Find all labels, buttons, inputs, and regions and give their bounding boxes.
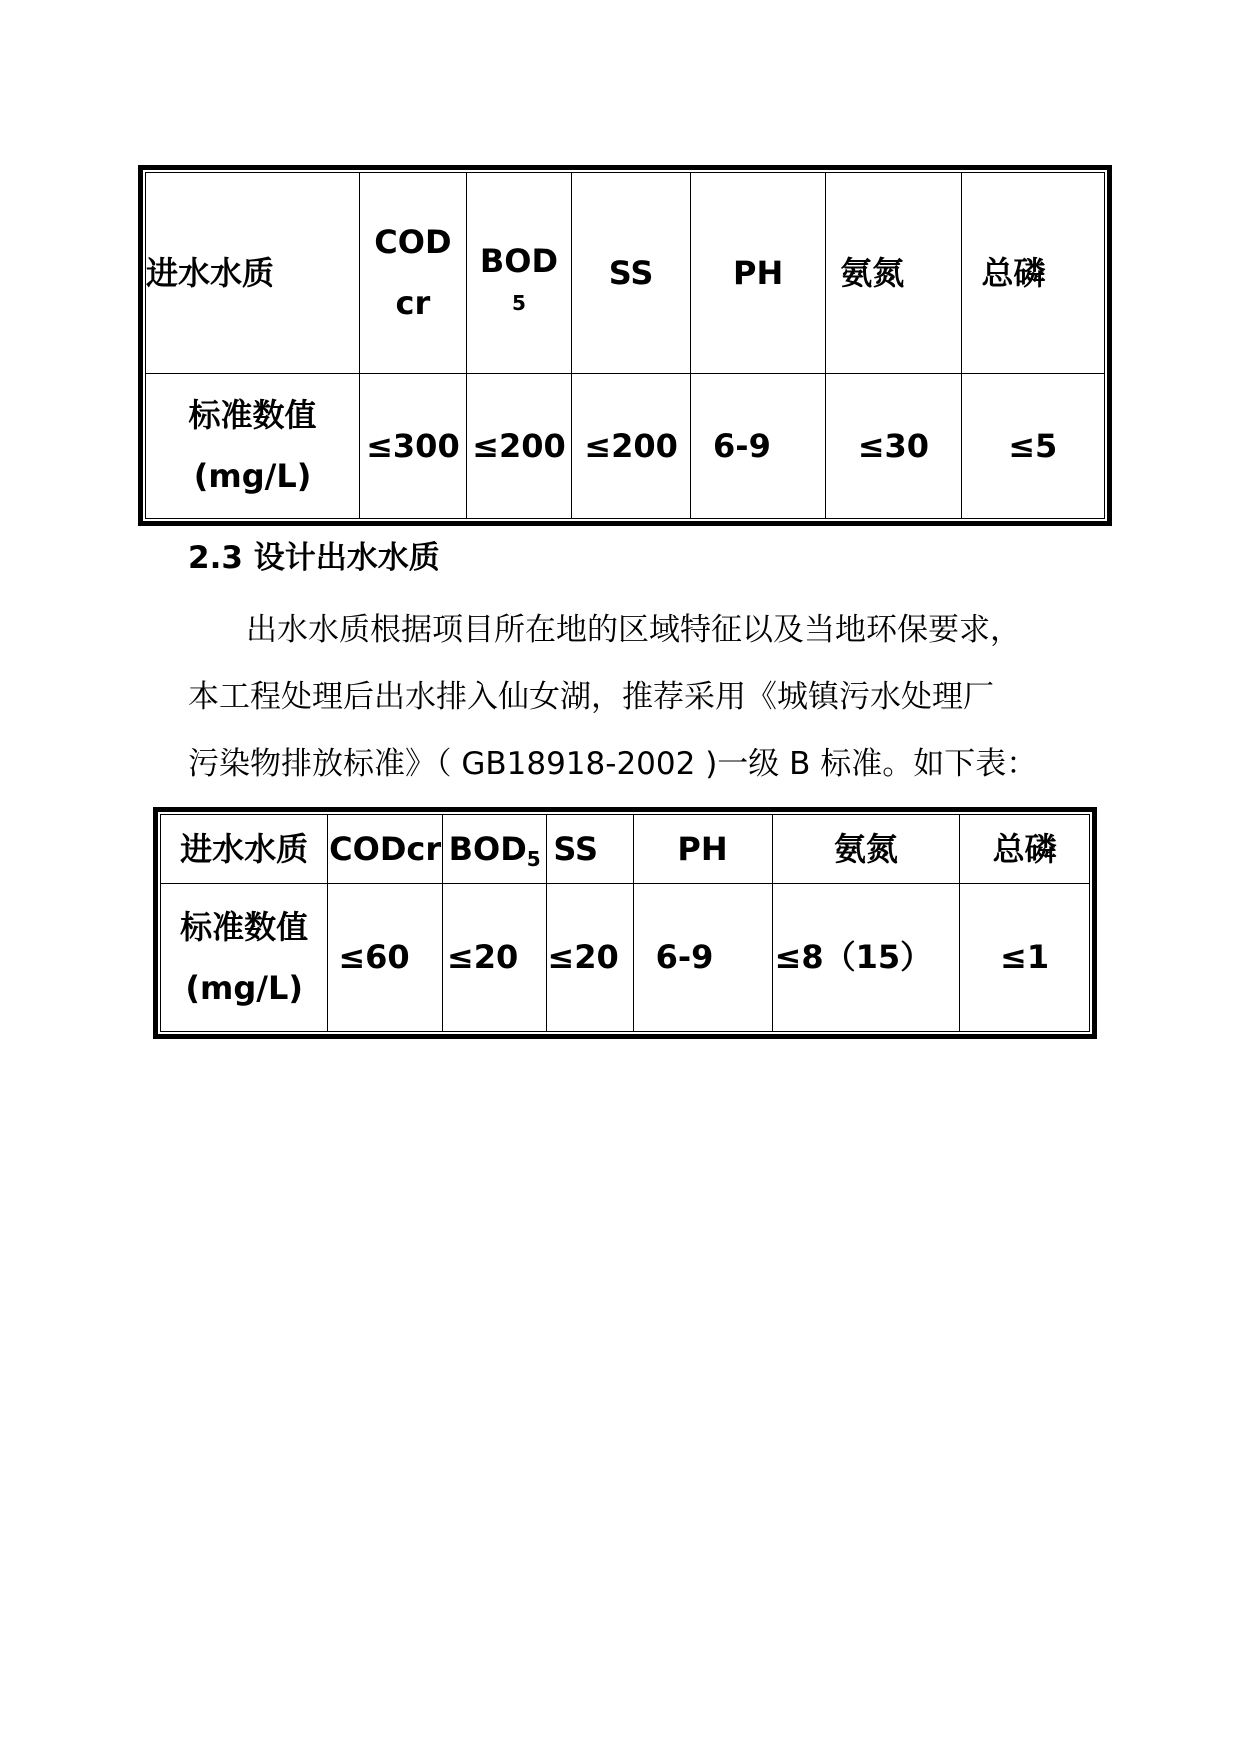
row-header-standard-unit: (mg/L) — [193, 457, 312, 495]
section-paragraph — [188, 597, 1108, 798]
table-value-row — [146, 374, 1105, 519]
header-ph: PH — [633, 815, 772, 884]
row-header-standard-label: 标准数值 — [188, 396, 317, 435]
header-bod-main: BOD — [479, 241, 558, 280]
row-header-influent: 进水水质 — [146, 173, 360, 374]
header-ss: SS — [572, 173, 691, 374]
row-header-influent: 进水水质 — [161, 815, 328, 884]
header-ss: SS — [547, 815, 633, 884]
table-value-row — [161, 884, 1090, 1032]
row-header-standard — [146, 374, 360, 519]
header-bod-main: BOD — [448, 829, 527, 868]
header-cod: CODcr — [328, 815, 443, 884]
header-cod — [360, 173, 467, 374]
value-cod: ≤300 — [360, 374, 467, 519]
paragraph-line: 出水水质根据项目所在地的区域特征以及当地环保要求， — [246, 612, 1021, 648]
influent-quality-table — [138, 165, 1112, 526]
value-ss: ≤200 — [572, 374, 691, 519]
row-header-standard-label: 标准数值 — [180, 907, 309, 946]
table-header-row — [146, 173, 1105, 374]
value-ss: ≤20 — [547, 884, 633, 1032]
value-bod: ≤200 — [466, 374, 572, 519]
value-ph: 6-9 — [633, 884, 772, 1032]
header-cod-main: COD — [374, 223, 452, 262]
paragraph-line: 污染物排放标准》（ GB18918-2002 )一级 B 标准。如下表： — [188, 746, 1038, 782]
header-bod-sub: 5 — [526, 846, 541, 871]
row-header-standard-unit: (mg/L) — [185, 968, 303, 1007]
value-cod: ≤60 — [328, 884, 443, 1032]
header-phosphorus: 总磷 — [961, 173, 1105, 374]
effluent-quality-table — [153, 807, 1097, 1039]
section-heading: 2.3 设计出水水质 — [188, 540, 440, 576]
header-ph: PH — [691, 173, 826, 374]
paragraph-line: 本工程处理后出水排入仙女湖，推荐采用《城镇污水处理厂 — [188, 679, 994, 715]
header-ammonia: 氨氮 — [772, 815, 960, 884]
row-header-standard — [161, 884, 328, 1032]
value-phosphorus: ≤1 — [960, 884, 1090, 1032]
header-bod — [442, 815, 546, 884]
header-bod-sub: 5 — [511, 291, 526, 316]
value-phosphorus: ≤5 — [961, 374, 1105, 519]
value-bod: ≤20 — [442, 884, 546, 1032]
header-phosphorus: 总磷 — [960, 815, 1090, 884]
value-ammonia: ≤30 — [826, 374, 961, 519]
value-ph: 6-9 — [691, 374, 826, 519]
header-ammonia: 氨氮 — [826, 173, 961, 374]
header-cod-sub: cr — [395, 284, 431, 322]
header-bod — [466, 173, 572, 374]
value-ammonia: ≤8（15） — [772, 884, 960, 1032]
table-header-row — [161, 815, 1090, 884]
